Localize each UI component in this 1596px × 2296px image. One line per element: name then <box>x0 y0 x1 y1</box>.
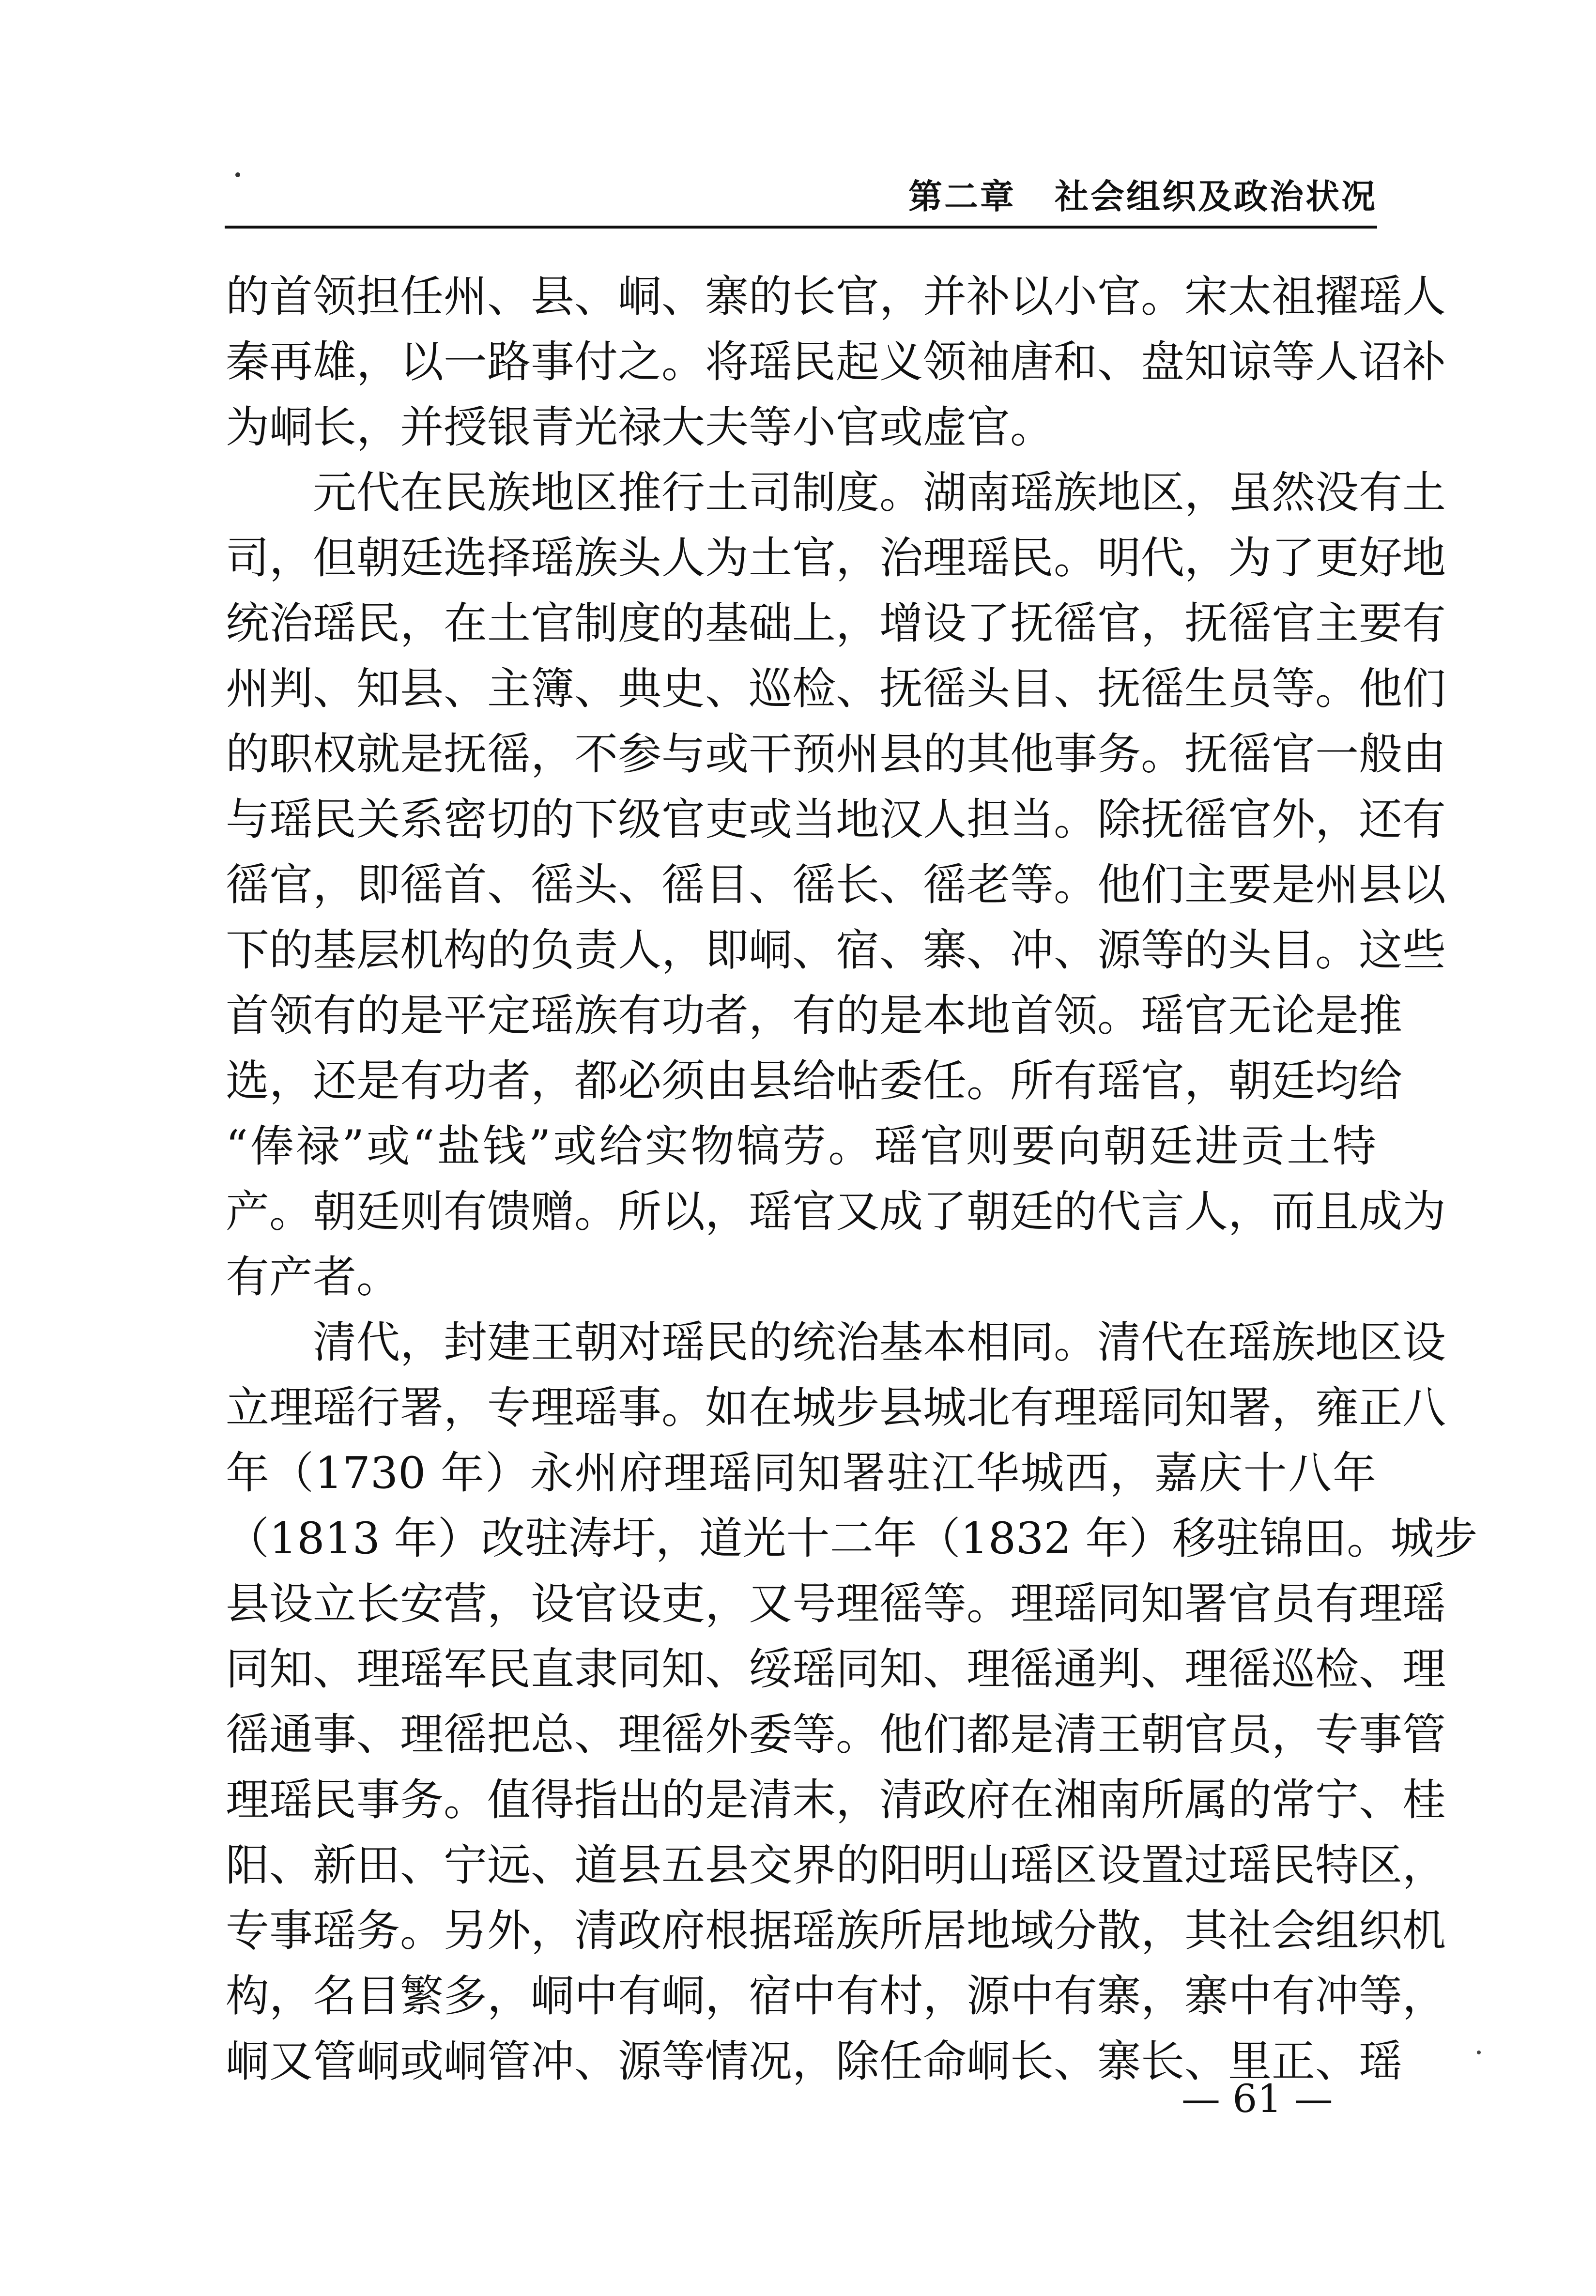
text-line: 峒又管峒或峒管冲、源等情况，除任命峒长、寨长、里正、瑶 <box>226 2036 1402 2087</box>
text-line: 清代，封建王朝对瑶民的统治基本相同。清代在瑶族地区设 <box>313 1317 1446 1368</box>
chapter-label: 第二章 <box>908 176 1016 216</box>
text-line: 徭官，即徭首、徭头、徭目、徭长、徭老等。他们主要是州县以 <box>226 859 1446 910</box>
page-number: — 61 — <box>1182 2076 1333 2121</box>
text-line: 徭通事、理徭把总、理徭外委等。他们都是清王朝官员，专事管 <box>226 1709 1446 1760</box>
body-text <box>226 264 1478 2094</box>
text-line: （1813 年）改驻涛圩，道光十二年（1832 年）移驻锦田。城步 <box>226 1513 1478 1564</box>
text-line: 的首领担任州、县、峒、寨的长官，并补以小官。宋太祖擢瑶人 <box>226 271 1446 322</box>
text-line: 立理瑶行署，专理瑶事。如在城步县城北有理瑶同知署，雍正八 <box>226 1382 1446 1433</box>
text-line: 为峒长，并授银青光禄大夫等小官或虚官。 <box>226 402 1054 453</box>
text-line: 元代在民族地区推行土司制度。湖南瑶族地区，虽然没有土 <box>313 467 1446 518</box>
text-line: 选，还是有功者，都必须由县给帖委任。所有瑶官，朝廷均给 <box>226 1056 1402 1106</box>
text-line: 年（1730 年）永州府理瑶同知署驻江华城西，嘉庆十八年 <box>226 1448 1376 1499</box>
text-line: 与瑶民关系密切的下级官吏或当地汉人担当。除抚徭官外，还有 <box>226 794 1446 845</box>
header-dot <box>235 172 240 177</box>
text-line: 首领有的是平定瑶族有功者，有的是本地首领。瑶官无论是推 <box>226 990 1402 1041</box>
text-line: 专事瑶务。另外，清政府根据瑶族所居地域分散，其社会组织机 <box>226 1905 1446 1956</box>
text-line: 有产者。 <box>226 1252 400 1302</box>
text-line: 同知、理瑶军民直隶同知、绥瑶同知、理徭通判、理徭巡检、理 <box>226 1644 1446 1695</box>
text-line: 产。朝廷则有馈赠。所以，瑶官又成了朝廷的代言人，而且成为 <box>226 1186 1446 1237</box>
scan-speck <box>1477 2051 1481 2054</box>
text-line: 司，但朝廷选择瑶族头人为土官，治理瑶民。明代，为了更好地 <box>226 533 1446 583</box>
text-line: 构，名目繁多，峒中有峒，宿中有村，源中有寨，寨中有冲等， <box>226 1971 1446 2021</box>
header-rule <box>225 226 1377 229</box>
chapter-title: 社会组织及政治状况 <box>1055 176 1377 216</box>
text-line: 阳、新田、宁远、道县五县交界的阳明山瑶区设置过瑶民特区， <box>226 1840 1446 1891</box>
text-line: 州判、知县、主簿、典史、巡检、抚徭头目、抚徭生员等。他们 <box>226 663 1446 714</box>
text-line: 秦再雄，以一路事付之。将瑶民起义领袖唐和、盘知谅等人诏补 <box>226 337 1446 387</box>
text-line: 理瑶民事务。值得指出的是清末，清政府在湘南所属的常宁、桂 <box>226 1775 1446 1825</box>
text-line: “俸禄”或“盐钱”或给实物犒劳。瑶官则要向朝廷进贡土特 <box>226 1121 1376 1172</box>
text-line: 下的基层机构的负责人，即峒、宿、寨、冲、源等的头目。这些 <box>226 925 1446 976</box>
text-line: 县设立长安营，设官设吏，又号理徭等。理瑶同知署官员有理瑶 <box>226 1578 1446 1629</box>
text-line: 的职权就是抚徭，不参与或干预州县的其他事务。抚徭官一般由 <box>226 729 1446 780</box>
text-line: 统治瑶民，在土官制度的基础上，增设了抚徭官，抚徭官主要有 <box>226 598 1446 649</box>
running-head <box>908 169 1377 218</box>
